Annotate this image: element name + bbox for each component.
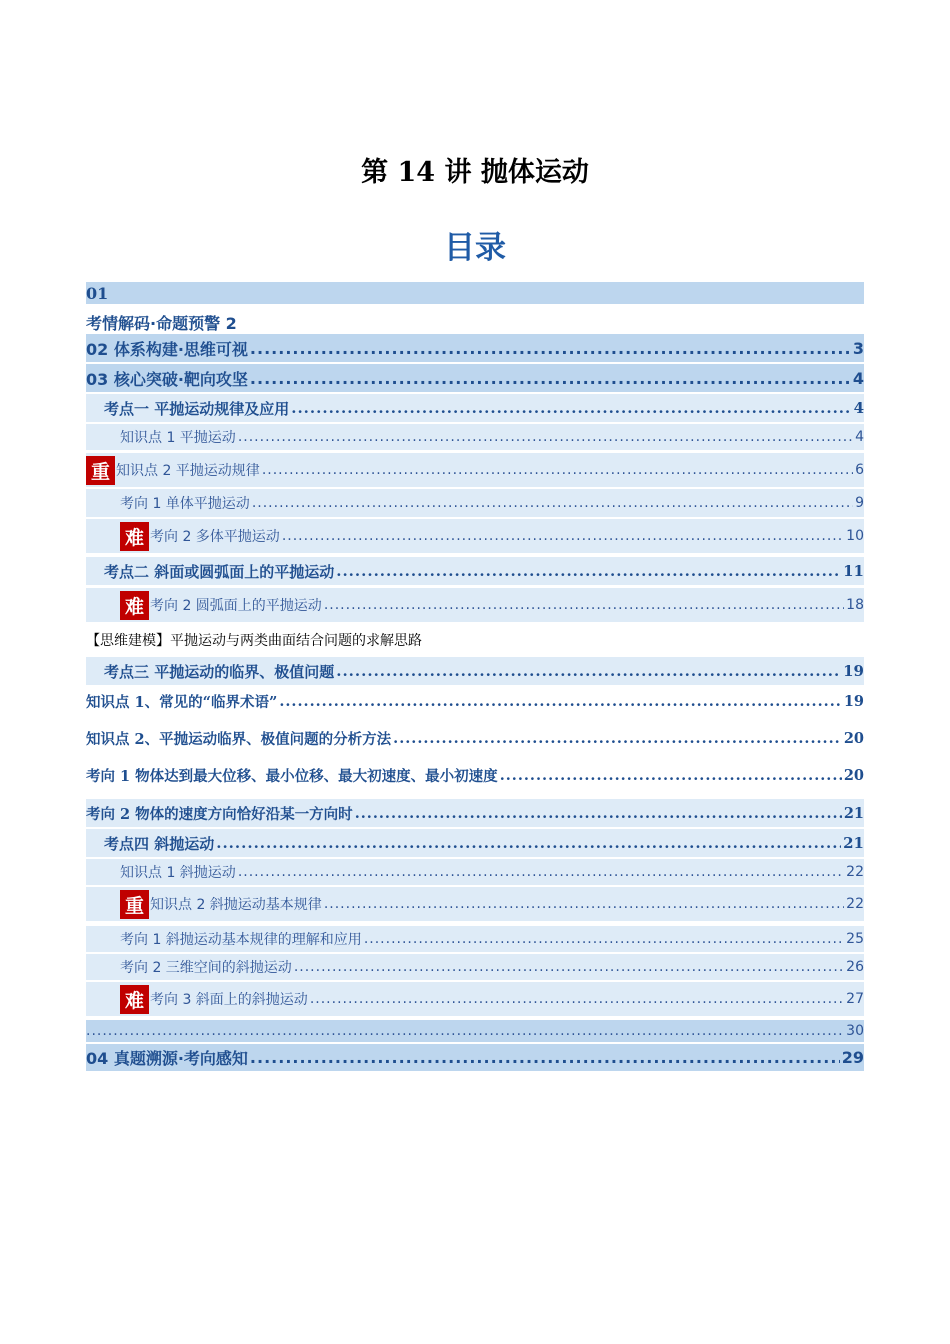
toc-entry-label: 考点一 平抛运动规律及应用 xyxy=(104,399,290,418)
difficult-badge: 难 xyxy=(120,985,149,1014)
toc-leader xyxy=(86,1023,844,1039)
toc-entry-label: 考向 1 斜抛运动基本规律的理解和应用 xyxy=(120,932,362,948)
toc-page-number: 20 xyxy=(843,766,864,784)
toc-entry-kaodian-3[interactable] xyxy=(86,657,864,685)
toc-entry-label: 考向 3 斜面上的斜抛运动 xyxy=(150,992,308,1008)
toc-leader xyxy=(238,429,853,445)
toc-entry-label: 01 xyxy=(86,283,109,303)
toc-entry-03[interactable] xyxy=(86,364,864,392)
toc-entry-label: 知识点 1、常见的“临界术语” xyxy=(86,693,278,711)
toc-page-number: 21 xyxy=(843,834,864,852)
toc-entry-label: 考向 1 单体平抛运动 xyxy=(120,496,250,512)
toc-leader xyxy=(279,693,841,710)
toc-entry-kaoqing[interactable] xyxy=(86,311,864,333)
toc-entry-kaoxiang-1-2[interactable] xyxy=(86,519,864,553)
toc-page-number: 21 xyxy=(843,804,864,822)
toc-leader xyxy=(393,730,842,747)
toc-leader xyxy=(500,767,842,784)
toc-leader xyxy=(250,369,851,388)
difficult-badge: 难 xyxy=(120,522,149,551)
toc-entry-label: 考情解码·命题预警 2 xyxy=(86,313,237,333)
toc-entry-kaoxiang-2-2[interactable] xyxy=(86,588,864,622)
toc-page-number: 27 xyxy=(846,991,864,1007)
toc-page-number: 18 xyxy=(846,597,864,613)
document-title: 第 14 讲 抛体运动 xyxy=(361,157,589,188)
toc-entry-label: 02 体系构建·思维可视 xyxy=(86,339,248,359)
toc-leader xyxy=(336,662,841,680)
important-badge: 重 xyxy=(86,456,115,485)
toc-page-number: 29 xyxy=(841,1048,864,1067)
important-badge: 重 xyxy=(120,890,149,919)
toc-leader xyxy=(310,991,844,1007)
toc-entry-label: 04 真题溯源·考向感知 xyxy=(86,1049,248,1068)
toc-page-number: 4 xyxy=(853,399,864,417)
toc-entry-label: 考向 2 物体的速度方向恰好沿某一方向时 xyxy=(86,805,353,823)
toc-entry-label: 考点二 斜面或圆弧面上的平抛运动 xyxy=(104,562,335,581)
toc-leader xyxy=(250,1048,840,1067)
toc-entry-label: 考向 2 三维空间的斜抛运动 xyxy=(120,960,292,976)
toc-entry-siwei-jianmo[interactable] xyxy=(86,627,864,653)
toc-entry-zhishi-4-1[interactable] xyxy=(86,859,864,885)
toc-entry-zhishi-1-1[interactable] xyxy=(86,424,864,450)
toc-page-number: 4 xyxy=(852,368,864,388)
toc-entry-kaoxiang-4-3[interactable] xyxy=(86,982,864,1016)
toc-heading: 目录 xyxy=(444,230,506,266)
toc-entry-label: 知识点 1 平抛运动 xyxy=(120,430,236,446)
toc-page-number: 25 xyxy=(846,931,864,947)
toc-leader xyxy=(336,562,841,580)
toc-leader xyxy=(364,931,844,947)
toc-entry-label: 【思维建模】平抛运动与两类曲面结合问题的求解思路 xyxy=(86,633,422,649)
toc-leader xyxy=(324,896,844,912)
toc-entry-kaodian-4[interactable] xyxy=(86,829,864,857)
toc-entry-zhishi-3-2[interactable] xyxy=(86,725,864,751)
toc-entry-zhishi-1-2[interactable] xyxy=(86,453,864,487)
toc-page-number: 10 xyxy=(846,528,864,544)
toc-leader xyxy=(355,805,842,822)
toc-page-number: 6 xyxy=(855,462,864,478)
toc-entry-label: 考向 2 圆弧面上的平抛运动 xyxy=(150,598,322,614)
toc-page-number: 19 xyxy=(843,662,864,680)
toc-entry-kaoxiang-1-1[interactable] xyxy=(86,489,864,517)
toc-page-number: 22 xyxy=(846,864,864,880)
toc-entry-kaodian-1[interactable] xyxy=(86,394,864,422)
toc-entry-blank[interactable] xyxy=(86,1020,864,1042)
toc-leader xyxy=(262,462,853,478)
toc-leader xyxy=(216,834,841,852)
toc-entry-zhishi-3-1[interactable] xyxy=(86,688,864,714)
toc-entry-label: 知识点 1 斜抛运动 xyxy=(120,865,236,881)
toc-page-number: 30 xyxy=(846,1023,864,1039)
toc-entry-kaoxiang-3-2[interactable] xyxy=(86,799,864,827)
toc-entry-01[interactable] xyxy=(86,282,864,304)
toc-page-number: 26 xyxy=(846,959,864,975)
toc-entry-zhishi-4-2[interactable] xyxy=(86,887,864,921)
toc-page-number: 22 xyxy=(846,896,864,912)
toc-entry-label: 知识点 2、平抛运动临界、极值问题的分析方法 xyxy=(86,730,392,748)
toc-leader xyxy=(252,495,853,511)
toc-entry-kaoxiang-4-1[interactable] xyxy=(86,926,864,952)
toc-entry-label: 03 核心突破·靶向攻坚 xyxy=(86,369,248,389)
toc-entry-label: 知识点 2 斜抛运动基本规律 xyxy=(150,897,322,913)
toc-entry-02[interactable] xyxy=(86,334,864,362)
toc-page-number: 11 xyxy=(843,562,864,580)
toc-entry-04[interactable] xyxy=(86,1044,864,1071)
toc-leader xyxy=(250,339,851,358)
toc-entry-label: 知识点 2 平抛运动规律 xyxy=(116,463,260,479)
toc-entry-kaoxiang-3-1[interactable] xyxy=(86,762,864,788)
toc-leader xyxy=(324,597,844,613)
toc-entry-label: 考向 2 多体平抛运动 xyxy=(150,529,280,545)
toc-entry-label: 考点四 斜抛运动 xyxy=(104,834,215,853)
toc-entry-label: 考向 1 物体达到最大位移、最小位移、最大初速度、最小初速度 xyxy=(86,767,498,785)
toc-page-number: 9 xyxy=(855,495,864,511)
toc-leader xyxy=(238,864,844,880)
difficult-badge: 难 xyxy=(120,591,149,620)
toc-page-number: 4 xyxy=(855,429,864,445)
toc-leader xyxy=(291,399,851,417)
toc-entry-kaodian-2[interactable] xyxy=(86,557,864,585)
toc-entry-kaoxiang-4-2[interactable] xyxy=(86,954,864,980)
toc-page-number: 20 xyxy=(843,729,864,747)
toc-entry-label: 考点三 平抛运动的临界、极值问题 xyxy=(104,662,335,681)
toc-leader xyxy=(294,959,844,975)
toc-page-number: 19 xyxy=(843,692,864,710)
toc-leader xyxy=(282,528,844,544)
toc-page-number: 3 xyxy=(852,338,864,358)
